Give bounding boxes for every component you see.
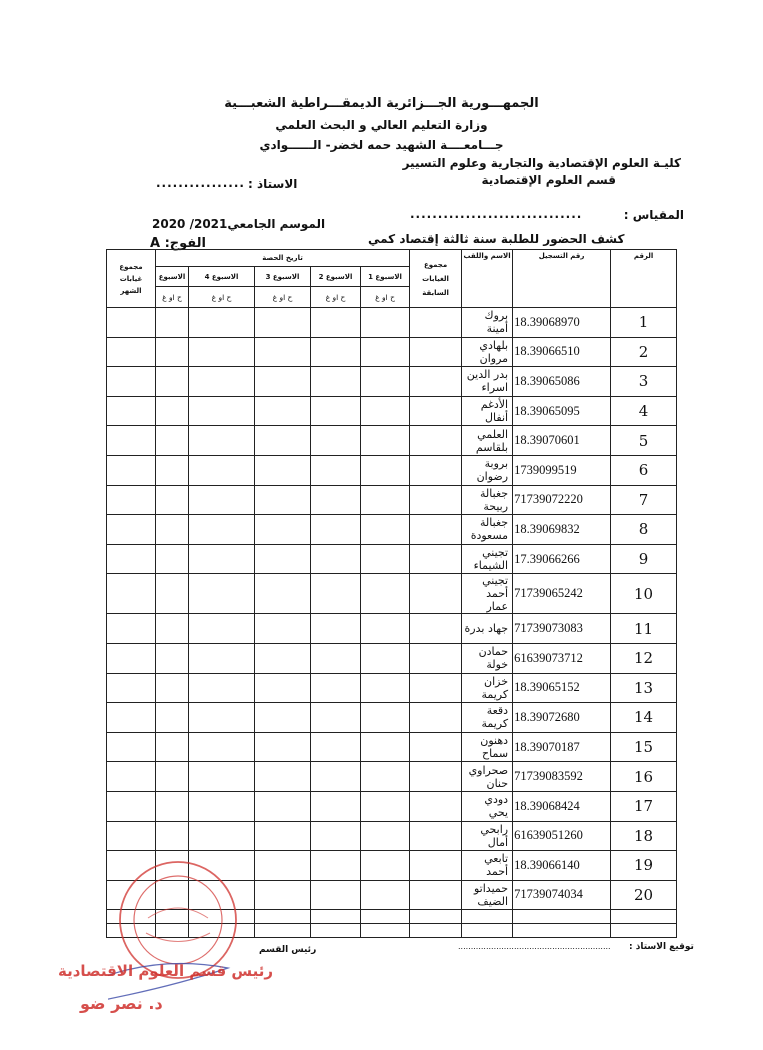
university-line: جـــامعــــة الشهيد حمه لخضر- الــــــوادي bbox=[259, 138, 504, 152]
table-row bbox=[107, 791, 677, 821]
attendance-cell bbox=[410, 703, 462, 733]
attendance-cell bbox=[255, 367, 311, 397]
row-number: 13 bbox=[611, 673, 677, 703]
attendance-cell bbox=[255, 308, 311, 338]
attendance-cell bbox=[107, 673, 156, 703]
attendance-cell bbox=[255, 544, 311, 574]
attendance-cell bbox=[361, 791, 410, 821]
prev-text-1: مجموع bbox=[423, 260, 448, 269]
registration-number: 18.39072680 bbox=[513, 703, 611, 733]
student-name: دودي يحي bbox=[462, 791, 513, 821]
university-stamp bbox=[108, 858, 248, 1008]
table-row bbox=[107, 821, 677, 851]
attendance-cell bbox=[410, 485, 462, 515]
student-name: العلمي بلقاسم bbox=[462, 426, 513, 456]
attendance-cell bbox=[361, 880, 410, 910]
week1-header: الاسبوع 1 bbox=[361, 267, 410, 287]
table-row bbox=[107, 643, 677, 673]
attendance-cell bbox=[361, 732, 410, 762]
module-dots: ............................... bbox=[410, 207, 583, 221]
attendance-cell bbox=[156, 574, 189, 614]
attendance-cell bbox=[361, 851, 410, 881]
name-header: الاسم واللقب bbox=[462, 250, 513, 308]
student-name: الأدغم أنفال bbox=[462, 396, 513, 426]
registration-number: 18.39066510 bbox=[513, 337, 611, 367]
attendance-cell bbox=[255, 485, 311, 515]
faculty-line: كليـة العلوم الإقتصادية والتجارية وعلوم التسيير bbox=[402, 156, 681, 170]
attendance-cell bbox=[410, 396, 462, 426]
attendance-cell bbox=[156, 762, 189, 792]
student-name: جغبالة ربيحة bbox=[462, 485, 513, 515]
attendance-cell bbox=[410, 732, 462, 762]
attendance-cell bbox=[410, 367, 462, 397]
month-total-header bbox=[107, 250, 156, 308]
row-number: 9 bbox=[611, 544, 677, 574]
table-row bbox=[107, 614, 677, 644]
attendance-cell bbox=[107, 614, 156, 644]
attendance-cell bbox=[156, 821, 189, 851]
attendance-cell bbox=[311, 673, 361, 703]
attendance-cell bbox=[156, 673, 189, 703]
attendance-cell bbox=[107, 821, 156, 851]
attendance-cell bbox=[107, 544, 156, 574]
attendance-table bbox=[106, 249, 677, 938]
attendance-cell bbox=[361, 614, 410, 644]
registration-number: 18.39069832 bbox=[513, 515, 611, 545]
attendance-cell bbox=[189, 337, 255, 367]
attendance-cell bbox=[189, 791, 255, 821]
student-name: بروبة رضوان bbox=[462, 455, 513, 485]
attendance-cell bbox=[361, 337, 410, 367]
week5-header: الاسبوع bbox=[156, 267, 189, 287]
empty-cell bbox=[255, 924, 311, 938]
registration-number: 61639051260 bbox=[513, 821, 611, 851]
attendance-cell bbox=[107, 762, 156, 792]
row-number: 3 bbox=[611, 367, 677, 397]
row-number: 17 bbox=[611, 791, 677, 821]
attendance-cell bbox=[361, 643, 410, 673]
attendance-cell bbox=[361, 673, 410, 703]
empty-cell bbox=[611, 924, 677, 938]
student-name: تجيني أحمد عمار bbox=[462, 574, 513, 614]
attendance-cell bbox=[156, 791, 189, 821]
row-number: 8 bbox=[611, 515, 677, 545]
attendance-cell bbox=[410, 643, 462, 673]
week2-header: الاسبوع 2 bbox=[311, 267, 361, 287]
attendance-cell bbox=[361, 762, 410, 792]
attendance-cell bbox=[410, 574, 462, 614]
attendance-cell bbox=[156, 396, 189, 426]
attendance-cell bbox=[311, 515, 361, 545]
empty-cell bbox=[513, 924, 611, 938]
attendance-cell bbox=[189, 732, 255, 762]
teacher-sign-label: توقيع الاستاذ : bbox=[629, 942, 694, 952]
attendance-cell bbox=[410, 337, 462, 367]
attendance-cell bbox=[361, 426, 410, 456]
attendance-cell bbox=[156, 485, 189, 515]
attendance-cell bbox=[410, 791, 462, 821]
registration-number: 17.39066266 bbox=[513, 544, 611, 574]
row-number: 7 bbox=[611, 485, 677, 515]
attendance-cell bbox=[189, 367, 255, 397]
empty-cell bbox=[410, 924, 462, 938]
student-name: خزان كريمة bbox=[462, 673, 513, 703]
attendance-cell bbox=[107, 791, 156, 821]
attendance-cell bbox=[107, 574, 156, 614]
table-row bbox=[107, 544, 677, 574]
attendance-cell bbox=[410, 614, 462, 644]
num-header: الرقم bbox=[611, 250, 677, 308]
row-number: 20 bbox=[611, 880, 677, 910]
attendance-cell bbox=[107, 703, 156, 733]
registration-number: 18.39068970 bbox=[513, 308, 611, 338]
table-row bbox=[107, 455, 677, 485]
attendance-cell bbox=[361, 485, 410, 515]
attendance-cell bbox=[311, 426, 361, 456]
attendance-cell bbox=[189, 614, 255, 644]
registration-number: 18.39065152 bbox=[513, 673, 611, 703]
attendance-cell bbox=[410, 821, 462, 851]
prev-absences-header bbox=[410, 250, 462, 308]
student-name: جهاد بدرة bbox=[462, 614, 513, 644]
attendance-cell bbox=[189, 308, 255, 338]
attendance-cell bbox=[107, 308, 156, 338]
student-name: تابعي أحمد bbox=[462, 851, 513, 881]
season-line: الموسم الجامعي2021/ 2020 bbox=[152, 217, 326, 231]
table-row bbox=[107, 396, 677, 426]
attendance-cell bbox=[156, 455, 189, 485]
row-number: 4 bbox=[611, 396, 677, 426]
attendance-cell bbox=[311, 821, 361, 851]
attendance-cell bbox=[189, 515, 255, 545]
student-name: حميداتو الضيف bbox=[462, 880, 513, 910]
attendance-cell bbox=[156, 308, 189, 338]
attendance-cell bbox=[311, 396, 361, 426]
department-head-label: رئيس القسم bbox=[259, 945, 317, 955]
teacher-label: الاستاذ : bbox=[248, 177, 298, 191]
registration-number: 71739065242 bbox=[513, 574, 611, 614]
sub-week2: ح او غ bbox=[311, 287, 361, 308]
attendance-cell bbox=[361, 703, 410, 733]
attendance-cell bbox=[107, 396, 156, 426]
sub-week1: ح او غ bbox=[361, 287, 410, 308]
attendance-cell bbox=[156, 732, 189, 762]
empty-cell bbox=[311, 924, 361, 938]
table-row bbox=[107, 515, 677, 545]
attendance-cell bbox=[189, 703, 255, 733]
attendance-cell bbox=[361, 544, 410, 574]
registration-number: 18.39070601 bbox=[513, 426, 611, 456]
session-date-header: تاريخ الحصة bbox=[156, 250, 410, 267]
attendance-cell bbox=[311, 574, 361, 614]
attendance-cell bbox=[156, 426, 189, 456]
empty-cell bbox=[311, 910, 361, 924]
table-row bbox=[107, 732, 677, 762]
attendance-cell bbox=[255, 643, 311, 673]
registration-number: 71739072220 bbox=[513, 485, 611, 515]
attendance-cell bbox=[107, 515, 156, 545]
row-number: 15 bbox=[611, 732, 677, 762]
attendance-cell bbox=[156, 614, 189, 644]
attendance-cell bbox=[189, 821, 255, 851]
row-number: 11 bbox=[611, 614, 677, 644]
attendance-cell bbox=[311, 703, 361, 733]
table-row bbox=[107, 308, 677, 338]
attendance-cell bbox=[410, 673, 462, 703]
attendance-cell bbox=[361, 455, 410, 485]
attendance-cell bbox=[410, 426, 462, 456]
registration-number: 1739099519 bbox=[513, 455, 611, 485]
sub-week5: ح او غ bbox=[156, 287, 189, 308]
row-number: 19 bbox=[611, 851, 677, 881]
row-number: 10 bbox=[611, 574, 677, 614]
attendance-cell bbox=[410, 515, 462, 545]
attendance-cell bbox=[361, 396, 410, 426]
attendance-cell bbox=[107, 643, 156, 673]
attendance-cell bbox=[255, 396, 311, 426]
table-row bbox=[107, 762, 677, 792]
empty-cell bbox=[255, 910, 311, 924]
empty-cell bbox=[410, 910, 462, 924]
attendance-cell bbox=[156, 643, 189, 673]
attendance-cell bbox=[255, 762, 311, 792]
student-name: رابحي أمال bbox=[462, 821, 513, 851]
teacher-dots: ................ bbox=[156, 176, 245, 190]
attendance-cell bbox=[156, 544, 189, 574]
attendance-cell bbox=[311, 485, 361, 515]
registration-number: 71739073083 bbox=[513, 614, 611, 644]
student-name: بلهادي مروان bbox=[462, 337, 513, 367]
attendance-cell bbox=[361, 367, 410, 397]
attendance-cell bbox=[311, 791, 361, 821]
registration-number: 61639073712 bbox=[513, 643, 611, 673]
row-number: 2 bbox=[611, 337, 677, 367]
attendance-cell bbox=[255, 703, 311, 733]
row-number: 14 bbox=[611, 703, 677, 733]
attendance-cell bbox=[255, 880, 311, 910]
attendance-cell bbox=[361, 821, 410, 851]
ministry-line: وزارة التعليم العالي و البحث العلمي bbox=[275, 118, 488, 132]
attendance-cell bbox=[255, 851, 311, 881]
attendance-cell bbox=[410, 762, 462, 792]
registration-number: 18.39066140 bbox=[513, 851, 611, 881]
attendance-cell bbox=[189, 643, 255, 673]
table-row bbox=[107, 337, 677, 367]
attendance-cell bbox=[189, 762, 255, 792]
row-number: 5 bbox=[611, 426, 677, 456]
attendance-cell bbox=[410, 851, 462, 881]
attendance-cell bbox=[255, 791, 311, 821]
table-row bbox=[107, 426, 677, 456]
attendance-cell bbox=[107, 337, 156, 367]
republic-line: الجمهـــورية الجـــزائرية الديمقـــراطية الشعبـــية bbox=[224, 96, 539, 111]
attendance-cell bbox=[311, 544, 361, 574]
empty-cell bbox=[462, 924, 513, 938]
teacher-sign-dots: ............................................................ bbox=[458, 942, 611, 951]
attendance-cell bbox=[255, 455, 311, 485]
department-line: قسم العلوم الإقتصادية bbox=[481, 173, 616, 187]
empty-cell bbox=[462, 910, 513, 924]
table-row bbox=[107, 703, 677, 733]
attendance-cell bbox=[311, 614, 361, 644]
registration-number: 18.39065095 bbox=[513, 396, 611, 426]
attendance-cell bbox=[311, 732, 361, 762]
attendance-cell bbox=[410, 308, 462, 338]
attendance-cell bbox=[311, 367, 361, 397]
registration-number: 71739074034 bbox=[513, 880, 611, 910]
student-name: جغبالة مسعودة bbox=[462, 515, 513, 545]
stamp-caption: رئيس قسم العلوم الاقتصادية bbox=[58, 962, 273, 980]
student-name: حمادن خولة bbox=[462, 643, 513, 673]
table-row bbox=[107, 574, 677, 614]
attendance-cell bbox=[361, 574, 410, 614]
signature-name: د. نصر ضو bbox=[80, 994, 163, 1013]
attendance-cell bbox=[255, 673, 311, 703]
sub-week4: ح او غ bbox=[189, 287, 255, 308]
sub-week3: ح او غ bbox=[255, 287, 311, 308]
month-total-text-1: مجموع bbox=[119, 262, 143, 271]
attendance-cell bbox=[189, 544, 255, 574]
table-row bbox=[107, 367, 677, 397]
attendance-cell bbox=[311, 851, 361, 881]
student-name: بروك أمينة bbox=[462, 308, 513, 338]
attendance-cell bbox=[189, 455, 255, 485]
empty-cell bbox=[513, 910, 611, 924]
table-row bbox=[107, 673, 677, 703]
attendance-cell bbox=[410, 455, 462, 485]
attendance-cell bbox=[255, 574, 311, 614]
row-number: 18 bbox=[611, 821, 677, 851]
month-total-text-3: الشهر bbox=[120, 286, 142, 295]
reg-header: رقم التسجيل bbox=[513, 250, 611, 308]
attendance-cell bbox=[410, 544, 462, 574]
table-row bbox=[107, 485, 677, 515]
registration-number: 18.39068424 bbox=[513, 791, 611, 821]
empty-cell bbox=[611, 910, 677, 924]
attendance-cell bbox=[255, 337, 311, 367]
attendance-cell bbox=[189, 396, 255, 426]
attendance-cell bbox=[311, 337, 361, 367]
student-name: بدر الدين اسراء bbox=[462, 367, 513, 397]
attendance-cell bbox=[107, 426, 156, 456]
attendance-cell bbox=[410, 880, 462, 910]
attendance-cell bbox=[156, 367, 189, 397]
attendance-cell bbox=[189, 426, 255, 456]
attendance-cell bbox=[255, 614, 311, 644]
registration-number: 18.39070187 bbox=[513, 732, 611, 762]
row-number: 12 bbox=[611, 643, 677, 673]
attendance-cell bbox=[156, 703, 189, 733]
prev-text-2: الغيابات bbox=[422, 274, 449, 283]
empty-cell bbox=[361, 924, 410, 938]
attendance-cell bbox=[107, 485, 156, 515]
attendance-cell bbox=[311, 880, 361, 910]
sheet-title: كشف الحضور للطلبة سنة ثالثة إقتصاد كمي bbox=[368, 232, 625, 246]
student-name: تجيني الشيماء bbox=[462, 544, 513, 574]
attendance-cell bbox=[107, 367, 156, 397]
attendance-cell bbox=[107, 732, 156, 762]
row-number: 16 bbox=[611, 762, 677, 792]
attendance-cell bbox=[255, 515, 311, 545]
attendance-cell bbox=[311, 308, 361, 338]
attendance-cell bbox=[255, 426, 311, 456]
student-name: دهنون سماح bbox=[462, 732, 513, 762]
module-label: المقياس : bbox=[623, 208, 684, 222]
attendance-cell bbox=[361, 515, 410, 545]
attendance-cell bbox=[255, 732, 311, 762]
attendance-cell bbox=[189, 673, 255, 703]
attendance-cell bbox=[189, 574, 255, 614]
student-name: صحراوي حنان bbox=[462, 762, 513, 792]
empty-cell bbox=[361, 910, 410, 924]
attendance-cell bbox=[156, 515, 189, 545]
row-number: 1 bbox=[611, 308, 677, 338]
row-number: 6 bbox=[611, 455, 677, 485]
group-label: الفوج: A bbox=[150, 236, 207, 251]
attendance-cell bbox=[311, 762, 361, 792]
prev-text-3: السابقة bbox=[422, 288, 449, 297]
week4-header: الاسبوع 4 bbox=[189, 267, 255, 287]
attendance-cell bbox=[255, 821, 311, 851]
attendance-cell bbox=[311, 455, 361, 485]
student-name: دقعة كريمة bbox=[462, 703, 513, 733]
attendance-cell bbox=[107, 455, 156, 485]
registration-number: 71739083592 bbox=[513, 762, 611, 792]
registration-number: 18.39065086 bbox=[513, 367, 611, 397]
week3-header: الاسبوع 3 bbox=[255, 267, 311, 287]
attendance-cell bbox=[311, 643, 361, 673]
attendance-cell bbox=[156, 337, 189, 367]
attendance-cell bbox=[361, 308, 410, 338]
attendance-cell bbox=[189, 485, 255, 515]
month-total-text-2: غيابات bbox=[119, 274, 143, 283]
